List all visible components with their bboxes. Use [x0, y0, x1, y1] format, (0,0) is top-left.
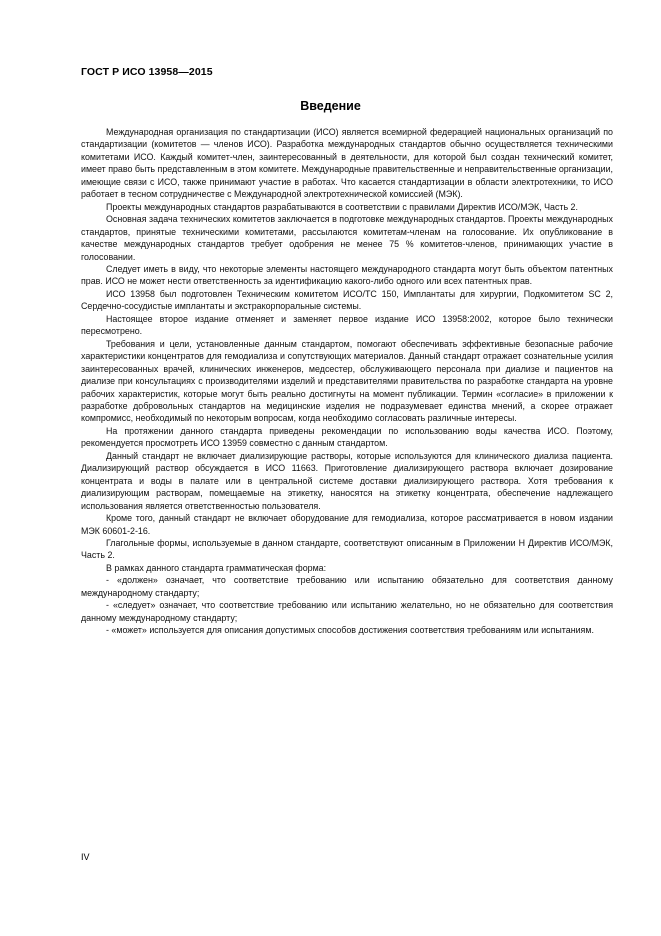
- list-item: - «следует» означает, что соответствие требованию или испытанию желательно, но не обязательно для соответствия данному международному стандарту;: [81, 600, 613, 623]
- paragraph: Международная организация по стандартизации (ИСО) является всемирной федерацией национальных организаций по стандартизации (комитетов — членов ИСО). Разработка международных стандартов обычно осуществляется техническими комитетами ИСО. Каждый комитет-член, заинтересованный в деятельности, для которой был создан технический комитет, имеет право быть представленным в этом комитете. Международные правительственные и неправительственные организации, имеющие связи с ИСО, также принимают участие в работах. Что касается стандартизации в области электротехники, то ИСО работает в тесном сотрудничестве с Международной электротехнической комиссией (МЭК).: [81, 127, 613, 200]
- paragraph: Основная задача технических комитетов заключается в подготовке международных стандартов. Проекты международных стандартов, принятые техническими комитетами, рассылаются комитетам-членам на голосование. Их опубликование в качестве международных стандартов требует одобрения не менее 75 % комитетов-членов, принимающих участие в голосовании.: [81, 214, 613, 262]
- paragraph: Требования и цели, установленные данным стандартом, помогают обеспечивать эффективные безопасные рабочие характеристики концентратов для гемодиализа и сопутствующих материалов. Данный стандарт отражает сознательные усилия заинтересованных врачей, клинических инженеров, медсестер, обслуживающего персонала при диализе и пациентов на диализе при консультациях с производителями изделий и представителями правительства по разработке стандарта на уровне рабочих характеристик, которые могут быть реально достигнуты на момент публикации. Термин «согласие» в приложении к разработке добровольных стандартов на медицинские изделия не подразумевает единства мнений, а скорее отражает компромисс, необходимый по некоторым вопросам, когда необходимо согласовать различные интересы.: [81, 338, 613, 424]
- list-item: - «должен» означает, что соответствие требованию или испытанию обязательно для соответствия данному международному стандарту;: [81, 575, 613, 598]
- standard-code: ГОСТ Р ИСО 13958—2015: [81, 66, 213, 78]
- paragraph: ИСО 13958 был подготовлен Техническим комитетом ИСО/ТС 150, Имплантаты для хирургии, Подкомитетом SC 2, Сердечно-сосудистые имплантаты и экстракорпоральные системы.: [81, 288, 613, 312]
- paragraph: Кроме того, данный стандарт не включает оборудование для гемодиализа, которое рассматривается в новом издании МЭК 60601-2-16.: [81, 513, 613, 536]
- paragraph: Следует иметь в виду, что некоторые элементы настоящего международного стандарта могут быть объектом патентных прав. ИСО не может нести ответственность за идентификацию какого-либо одного или всех патентных прав.: [81, 263, 613, 287]
- paragraph: В рамках данного стандарта грамматическая форма:: [106, 562, 327, 573]
- page-number: IV: [81, 852, 90, 862]
- list-item: - «может» используется для описания допустимых способов достижения соответствия требованиям или испытаниям.: [106, 625, 594, 636]
- paragraph: Настоящее второе издание отменяет и заменяет первое издание ИСО 13958:2002, которое было технически пересмотрено.: [81, 313, 613, 337]
- paragraph: Данный стандарт не включает диализирующие растворы, которые используются для клинического диализа пациента. Диализирующий раствор обсуждается в ИСО 11663. Приготовление диализирующего раствора включает дозирование концентрата и воды в палате или в центральной системе доставки диализирующего раствора. Хотя требования к диализирующим растворам, помещаемые на этикетку, наносятся на этикетку концентрата, обеспечение надлежащего использования является ответственностью пользователя.: [81, 450, 613, 511]
- paragraph: На протяжении данного стандарта приведены рекомендации по использованию воды качества ИСО. Поэтому, рекомендуется просмотреть ИСО 13959 совместно с данным стандартом.: [81, 425, 613, 449]
- section-title: Введение: [300, 99, 361, 113]
- paragraph: Глагольные формы, используемые в данном стандарте, соответствуют описанным в Приложении Н Директив ИСО/МЭК, Часть 2.: [81, 537, 613, 561]
- body-text: [81, 126, 613, 637]
- paragraph: Проекты международных стандартов разрабатываются в соответствии с правилами Директив ИСО/МЭК, Часть 2.: [106, 201, 578, 212]
